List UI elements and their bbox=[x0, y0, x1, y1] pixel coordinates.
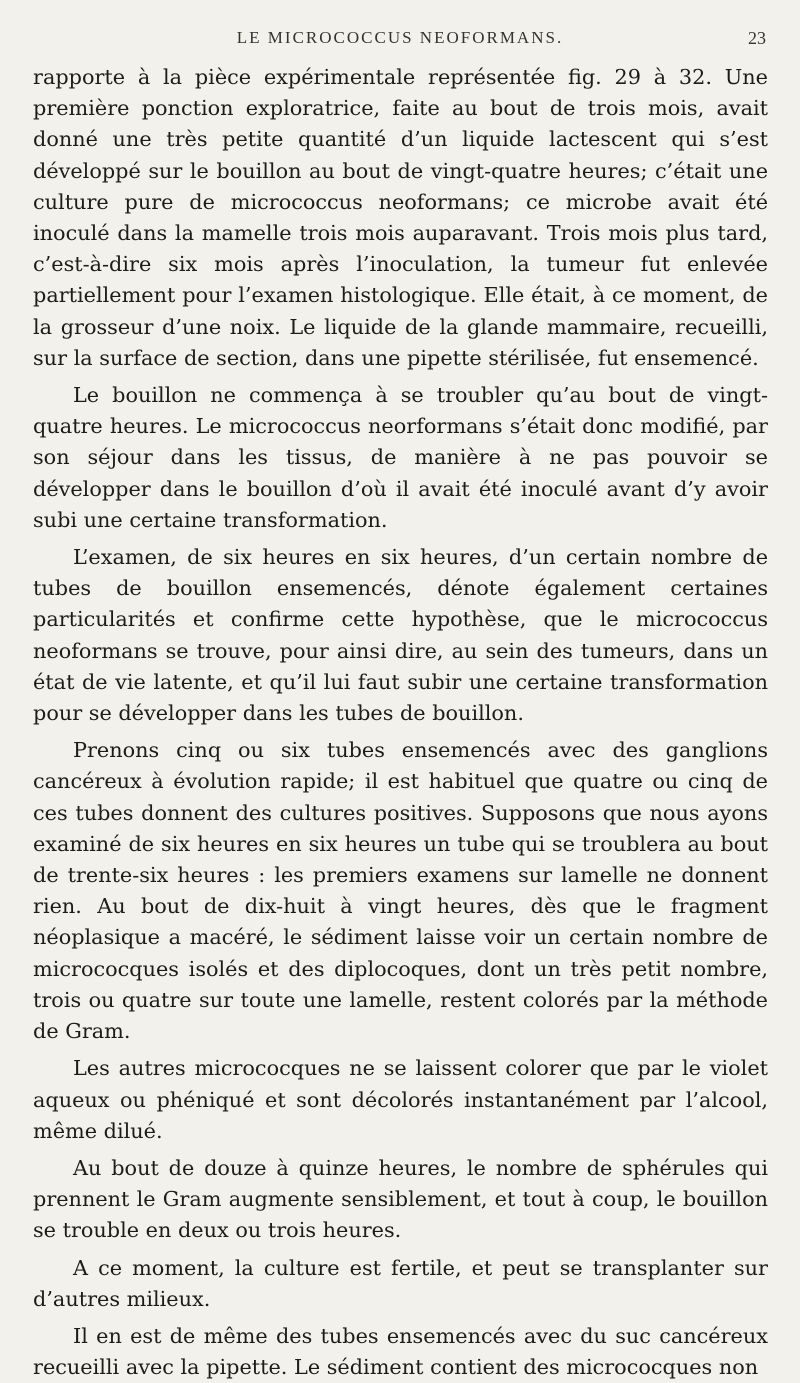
paragraph: rapporte à la pièce expérimentale représentée fig. 29 à 32. Une première ponction exploratrice, faite au bout de trois mois, avait donné une très petite quantité d’un liquide lactescent qui s’est développé sur le bouillon au bout de vingt-quatre heures; c’était une culture pure de micrococcus neoformans; ce microbe avait été inoculé dans la mamelle trois mois auparavant. Trois mois plus tard, c’est-à-dire six mois après l’inoculation, la tumeur fut enlevée partiellement pour l’examen histologique. Elle était, à ce moment, de la grosseur d’une noix. Le liquide de la glande mammaire, recueilli, sur la surface de section, dans une pipette stérilisée, fut ensemencé. bbox=[33, 65, 768, 370]
paragraph: L’examen, de six heures en six heures, d’un certain nombre de tubes de bouillon ensemencés, dénote également certaines particularités et confirme cette hypothèse, que le micrococcus neoformans se trouve, pour ainsi dire, au sein des tumeurs, dans un état de vie latente, et qu’il lui faut subir une certaine transformation pour se développer dans les tubes de bouillon. bbox=[33, 545, 768, 726]
paragraph: Les autres micrococques ne se laissent colorer que par le violet aqueux ou phéniqué et sont décolorés instantanément par l’alcool, même dilué. bbox=[33, 1056, 768, 1143]
paragraph: Au bout de douze à quinze heures, le nombre de sphérules qui prennent le Gram augmente sensiblement, et tout à coup, le bouillon se trouble en deux ou trois heures. bbox=[33, 1155, 768, 1243]
paragraph: Le bouillon ne commença à se troubler qu’au bout de vingt-quatre heures. Le micrococcus neorformans s’était donc modifié, par son séjour dans les tissus, de manière à ne pas pouvoir se développer dans le bouillon d’où il avait été inoculé avant d’y avoir subi une certaine transformation. bbox=[33, 383, 768, 532]
page-number: 23 bbox=[748, 28, 766, 48]
body-text bbox=[33, 62, 768, 1383]
paragraph: Prenons cinq ou six tubes ensemencés avec des ganglions cancéreux à évolution rapide; il est habituel que quatre ou cinq de ces tubes donnent des cultures positives. Supposons que nous ayons examiné de six heures en six heures un tube qui se troublera au bout de trente-six heures : les premiers examens sur lamelle ne donnent rien. Au bout de dix-huit à vingt heures, dès que le fragment néoplasique a macéré, le sédiment laisse voir un certain nombre de micrococques isolés et des diplocoques, dont un très petit nombre, trois ou quatre sur toute une lamelle, restent colorés par la méthode de Gram. bbox=[33, 738, 768, 1044]
paragraph: Il en est de même des tubes ensemencés avec du suc cancéreux recueilli avec la pipette. Le sédiment contient des micrococques non bbox=[33, 1323, 768, 1380]
running-title: LE MICROCOCCUS NEOFORMANS. bbox=[236, 28, 564, 47]
paragraph: A ce moment, la culture est fertile, et peut se transplanter sur d’autres milieux. bbox=[33, 1255, 768, 1311]
page-header bbox=[0, 28, 800, 52]
